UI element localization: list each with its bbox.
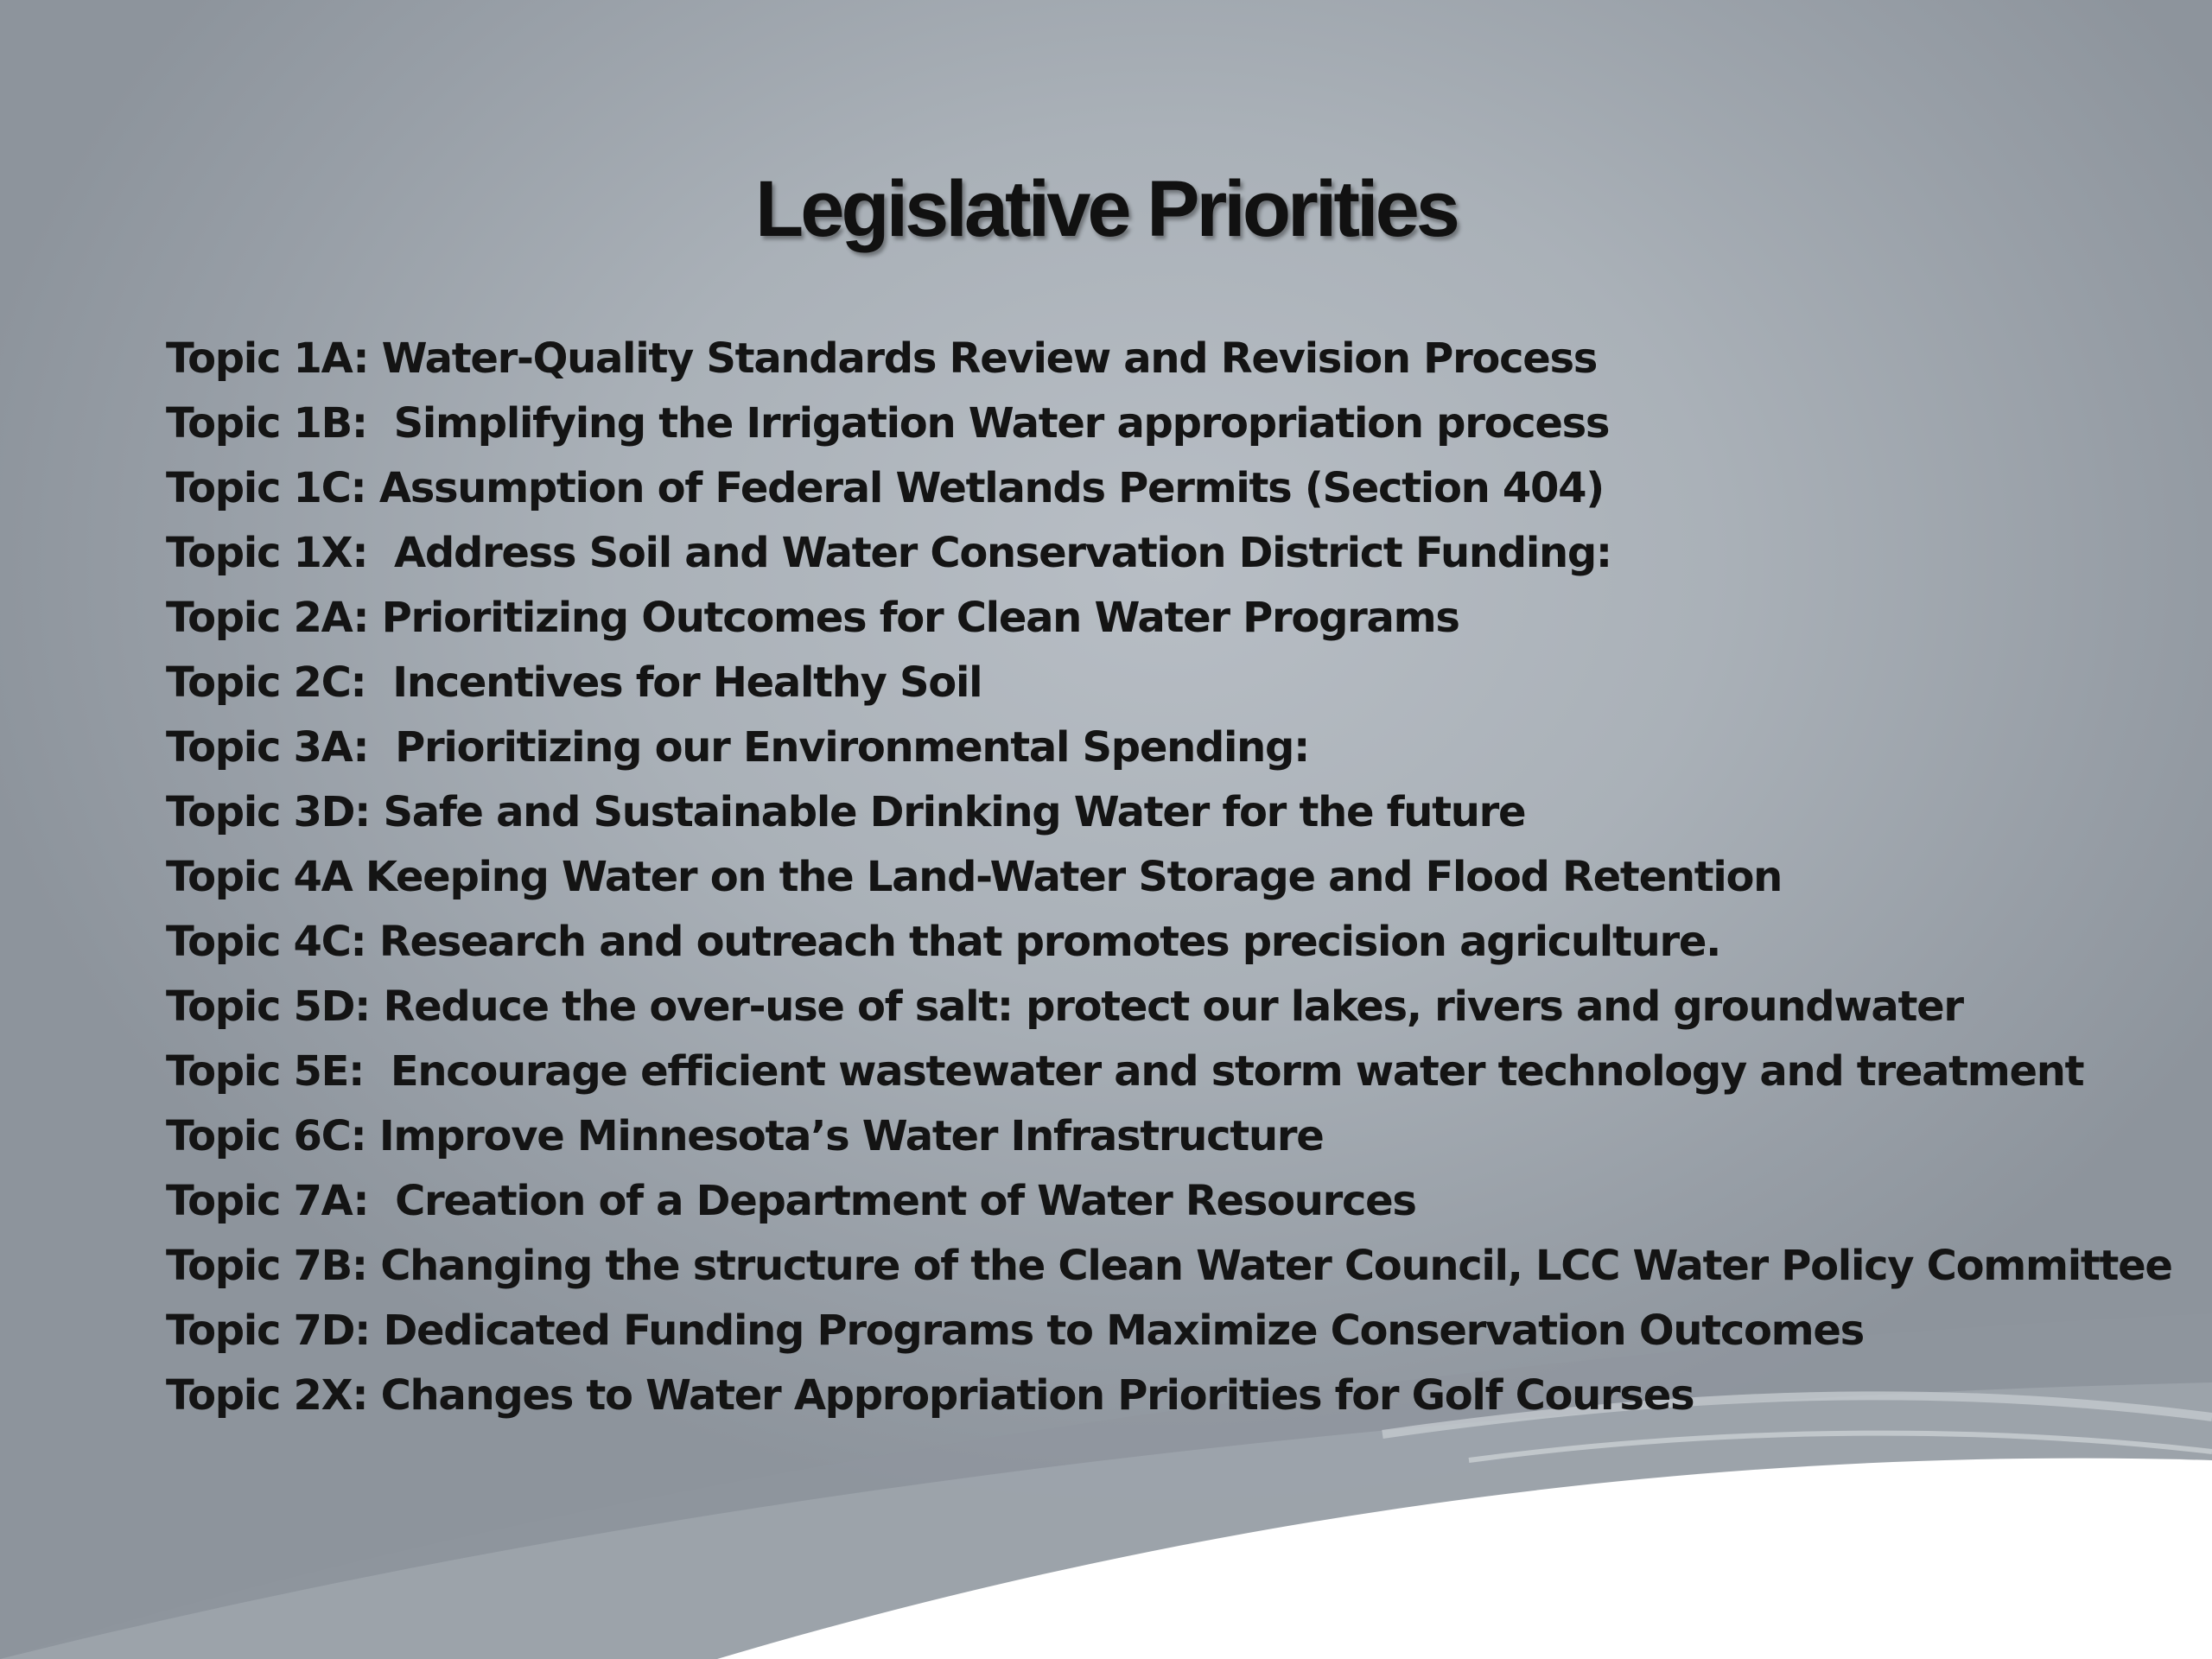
topic-item: Topic 4C: Research and outreach that promotes precision agriculture. [166,918,1721,966]
topic-item: Topic 3A: Prioritizing our Environmental Spending: [166,723,1310,772]
topic-item: Topic 4A Keeping Water on the Land-Water Storage and Flood Retention [166,853,1783,901]
topic-item: Topic 1B: Simplifying the Irrigation Water appropriation process [166,399,1610,448]
topic-item: Topic 5E: Encourage efficient wastewater and storm water technology and treatment [166,1047,2084,1096]
topic-list [166,327,2172,1428]
topic-item: Topic 2C: Incentives for Healthy Soil [166,658,982,707]
topic-item: Topic 2X: Changes to Water Appropriation Priorities for Golf Courses [166,1371,1694,1420]
slide-title: Legislative Priorities [755,165,1457,253]
topic-item: Topic 6C: Improve Minnesota’s Water Infrastructure [166,1112,1324,1160]
topic-item: Topic 7A: Creation of a Department of Water Resources [166,1177,1416,1225]
topic-item: Topic 1C: Assumption of Federal Wetlands Permits (Section 404) [166,464,1604,512]
topic-item: Topic 2A: Prioritizing Outcomes for Clean Water Programs [166,594,1459,642]
topic-item: Topic 5D: Reduce the over-use of salt: protect our lakes, rivers and groundwater [166,982,1963,1031]
topic-item: Topic 1A: Water-Quality Standards Review and Revision Process [166,334,1598,383]
topic-item: Topic 7B: Changing the structure of the Clean Water Council, LCC Water Policy Committee [166,1242,2172,1290]
topic-item: Topic 3D: Safe and Sustainable Drinking Water for the future [166,788,1526,836]
topic-item: Topic 7D: Dedicated Funding Programs to Maximize Conservation Outcomes [166,1306,1864,1355]
topic-item: Topic 1X: Address Soil and Water Conservation District Funding: [166,529,1611,577]
